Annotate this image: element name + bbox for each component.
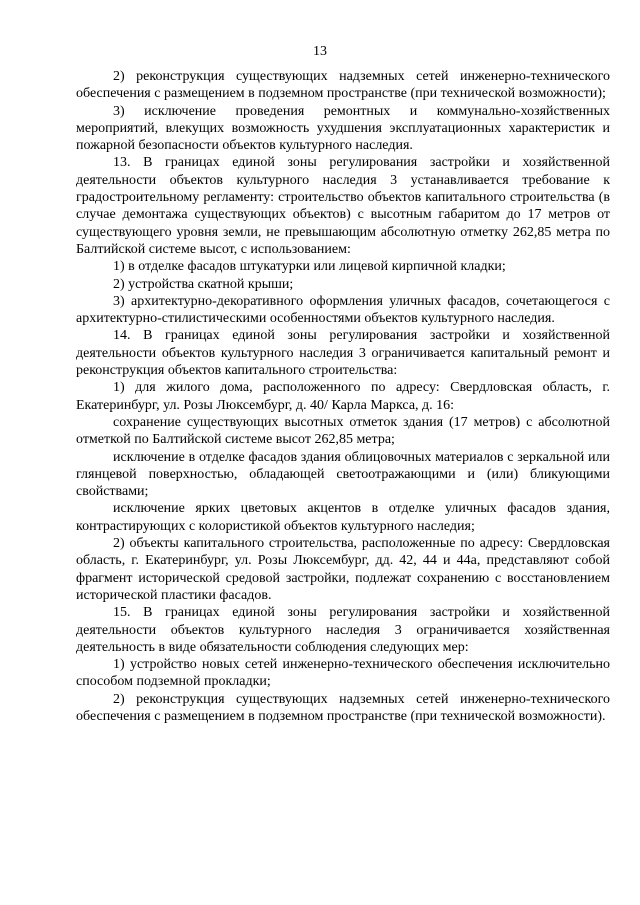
page-number: 13 (313, 44, 327, 59)
paragraph: сохранение существующих высотных отметок здания (17 метров) с абсолютной отметкой по Балтийской системе высот 262,85 метра; (76, 414, 610, 448)
paragraph: 13. В границах единой зоны регулирования застройки и хозяйственной деятельности объектов культурного наследия 3 устанавливается требование к градостроительному регламенту: строительство объектов капитального строительства (в случае демонтажа существующих объектов) с высотным габаритом до 17 метров от существующего уровня земли, не превышающим абсолютную отметку 262,85 метра по Балтийской системе высот, с использованием: (76, 155, 610, 257)
paragraph: 2) объекты капитального строительства, расположенные по адресу: Свердловская область, г. Екатеринбург, ул. Розы Люксембург, дд. 42, 44 и 44а, представляют собой фрагмент исторической средовой застройки, подлежат сохранению с восстановлением исторической пластики фасадов. (76, 536, 610, 603)
paragraph: 14. В границах единой зоны регулирования застройки и хозяйственной деятельности объектов культурного наследия 3 ограничивается капитальный ремонт и реконструкция объектов капитального строительства: (76, 328, 610, 379)
paragraph: 2) реконструкция существующих надземных сетей инженерно-технического обеспечения с размещением в подземном пространстве (при технической возможности). (76, 691, 610, 724)
paragraph: 1) устройство новых сетей инженерно-технического обеспечения исключительно способом подземной прокладки; (76, 657, 610, 690)
paragraph: 1) в отделке фасадов штукатурки или лицевой кирпичной кладки; (113, 259, 506, 275)
paragraph: 2) реконструкция существующих надземных сетей инженерно-технического обеспечения с размещением в подземном пространстве (при технической возможности); (76, 69, 610, 102)
document-body (76, 68, 610, 725)
paragraph: исключение в отделке фасадов здания облицовочных материалов с зеркальной или глянцевой поверхностью, обладающей светоотражающими и (или) бликующими свойствами; (76, 449, 610, 500)
paragraph: исключение ярких цветовых акцентов в отделке уличных фасадов здания, контрастирующих с колористикой объектов культурного наследия; (76, 501, 610, 534)
paragraph: 1) для жилого дома, расположенного по адресу: Свердловская область, г. Екатеринбург, ул. Розы Люксембург, д. 40/ Карла Маркса, д. 16: (76, 380, 610, 413)
paragraph: 3) исключение проведения ремонтных и коммунально-хозяйственных мероприятий, влекущих возможность ухудшения эксплуатационных характеристик и пожарной безопасности объектов культурного наследия. (76, 103, 610, 154)
paragraph: 15. В границах единой зоны регулирования застройки и хозяйственной деятельности объектов культурного наследия 3 ограничивается хозяйственная деятельность в виде обязательности соблюдения следующих мер: (76, 605, 610, 655)
paragraph: 3) архитектурно-декоративного оформления уличных фасадов, сочетающегося с архитектурно-стилистическими особенностями объектов культурного наследия. (76, 293, 610, 327)
paragraph: 2) устройства скатной крыши; (113, 276, 294, 292)
